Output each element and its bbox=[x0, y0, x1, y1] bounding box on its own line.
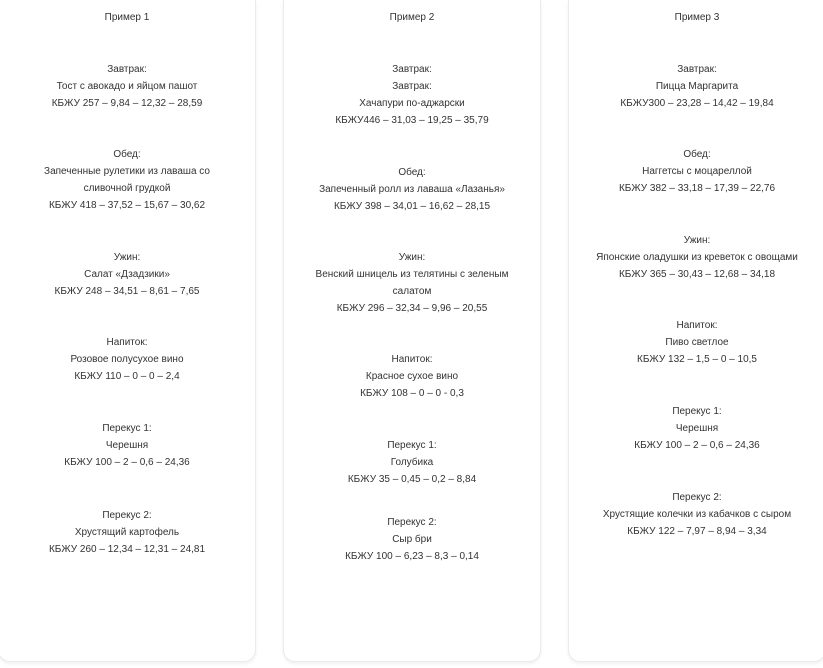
meal-nutrition: КБЖУ 260 – 12,34 – 12,31 – 24,81 bbox=[48, 544, 206, 555]
meal-heading: Перекус 2: bbox=[387, 517, 437, 528]
meal-dish: Черешня bbox=[675, 423, 719, 434]
meal-nutrition: КБЖУ 257 – 9,84 – 12,32 – 28,59 bbox=[51, 98, 203, 109]
meal-dish: Венский шницель из телятины с зеленым bbox=[315, 269, 509, 280]
meal-drink bbox=[575, 317, 819, 368]
meal-heading: Завтрак: bbox=[392, 64, 432, 75]
meal-nutrition: КБЖУ 100 – 2 – 0,6 – 24,36 bbox=[64, 457, 190, 468]
meal-dish: Салат «Дзадзики» bbox=[84, 269, 170, 280]
meal-dish: Тост с авокадо и яйцом пашот bbox=[56, 81, 198, 92]
example-card-2 bbox=[283, 0, 541, 662]
meal-breakfast bbox=[290, 61, 534, 129]
meal-nutrition: КБЖУ 122 – 7,97 – 8,94 – 3,34 bbox=[627, 526, 767, 537]
meal-heading: Напиток: bbox=[391, 354, 433, 365]
meal-dish: сливочной грудкой bbox=[83, 183, 171, 194]
meal-dish: Красное сухое вино bbox=[365, 371, 459, 382]
meal-dish: Японские оладушки из креветок с овощами bbox=[596, 252, 798, 263]
meal-heading: Ужин: bbox=[683, 235, 711, 246]
meal-dish: Голубика bbox=[390, 457, 434, 468]
card-title: Пример 2 bbox=[389, 12, 435, 23]
meal-dish: Сыр бри bbox=[392, 534, 432, 545]
meal-nutrition: КБЖУ 382 – 33,18 – 17,39 – 22,76 bbox=[618, 183, 776, 194]
meal-lunch bbox=[575, 146, 819, 197]
meal-heading: Перекус 2: bbox=[672, 492, 722, 503]
meal-drink bbox=[5, 334, 249, 385]
meal-snack-2 bbox=[5, 507, 249, 558]
meal-dish: Наггетсы с моцареллой bbox=[642, 166, 752, 177]
meal-heading: Завтрак: bbox=[392, 81, 432, 92]
meal-snack-1 bbox=[5, 420, 249, 471]
meal-dish: Запеченный ролл из лаваша «Лазанья» bbox=[319, 184, 505, 195]
meal-heading: Перекус 2: bbox=[102, 510, 152, 521]
meal-heading: Обед: bbox=[398, 167, 426, 178]
meal-dish: Пицца Маргарита bbox=[655, 81, 739, 92]
meal-heading: Перекус 1: bbox=[102, 423, 152, 434]
meal-nutrition: КБЖУ 365 – 30,43 – 12,68 – 34,18 bbox=[618, 269, 776, 280]
meal-dinner bbox=[290, 249, 534, 317]
meal-heading: Завтрак: bbox=[677, 64, 717, 75]
card-title: Пример 1 bbox=[104, 12, 150, 23]
meal-nutrition: КБЖУ 108 – 0 – 0 - 0,3 bbox=[360, 388, 464, 399]
meal-nutrition: КБЖУ 100 – 6,23 – 8,3 – 0,14 bbox=[345, 551, 479, 562]
meal-dish: Пиво светлое bbox=[665, 337, 729, 348]
meal-heading: Обед: bbox=[113, 149, 141, 160]
meal-heading: Перекус 1: bbox=[387, 440, 437, 451]
meal-dinner bbox=[5, 249, 249, 300]
meal-dish: Хрустящие колечки из кабачков с сыром bbox=[602, 509, 792, 520]
meal-heading: Ужин: bbox=[398, 252, 426, 263]
card-title: Пример 3 bbox=[674, 12, 720, 23]
meal-heading: Перекус 1: bbox=[672, 406, 722, 417]
meal-heading: Напиток: bbox=[106, 337, 148, 348]
meal-heading: Обед: bbox=[683, 149, 711, 160]
meal-nutrition: КБЖУ300 – 23,28 – 14,42 – 19,84 bbox=[620, 98, 774, 109]
meal-drink bbox=[290, 351, 534, 402]
meal-dish: Запеченные рулетики из лаваша со bbox=[44, 166, 210, 177]
meal-dish: Хачапури по-аджарски bbox=[359, 98, 465, 109]
meal-lunch bbox=[290, 164, 534, 215]
meal-snack-1 bbox=[290, 437, 534, 488]
meal-heading: Напиток: bbox=[676, 320, 718, 331]
meal-nutrition: КБЖУ 100 – 2 – 0,6 – 24,36 bbox=[634, 440, 760, 451]
meal-breakfast bbox=[5, 61, 249, 112]
meal-nutrition: КБЖУ 398 – 34,01 – 16,62 – 28,15 bbox=[333, 201, 491, 212]
meal-nutrition: КБЖУ 110 – 0 – 0 – 2,4 bbox=[74, 371, 180, 382]
meal-heading: Завтрак: bbox=[107, 64, 147, 75]
meal-dish: Розовое полусухое вино bbox=[70, 354, 184, 365]
meal-lunch bbox=[5, 146, 249, 214]
meal-snack-1 bbox=[575, 403, 819, 454]
meal-heading: Ужин: bbox=[113, 252, 141, 263]
meal-snack-2 bbox=[290, 514, 534, 565]
meal-breakfast bbox=[575, 61, 819, 112]
meal-nutrition: КБЖУ 132 – 1,5 – 0 – 10,5 bbox=[637, 354, 757, 365]
meal-dish: салатом bbox=[392, 286, 432, 297]
meal-snack-2 bbox=[575, 489, 819, 540]
meal-dish: Хрустящий картофель bbox=[74, 527, 180, 538]
meal-dish: Черешня bbox=[105, 440, 149, 451]
meal-nutrition: КБЖУ446 – 31,03 – 19,25 – 35,79 bbox=[335, 115, 489, 126]
meal-nutrition: КБЖУ 296 – 32,34 – 9,96 – 20,55 bbox=[336, 303, 488, 314]
meal-dinner bbox=[575, 232, 819, 283]
meal-nutrition: КБЖУ 418 – 37,52 – 15,67 – 30,62 bbox=[48, 200, 206, 211]
example-card-1 bbox=[0, 0, 256, 662]
meal-nutrition: КБЖУ 35 – 0,45 – 0,2 – 8,84 bbox=[347, 474, 477, 485]
meal-nutrition: КБЖУ 248 – 34,51 – 8,61 – 7,65 bbox=[54, 286, 200, 297]
example-card-3 bbox=[568, 0, 823, 662]
